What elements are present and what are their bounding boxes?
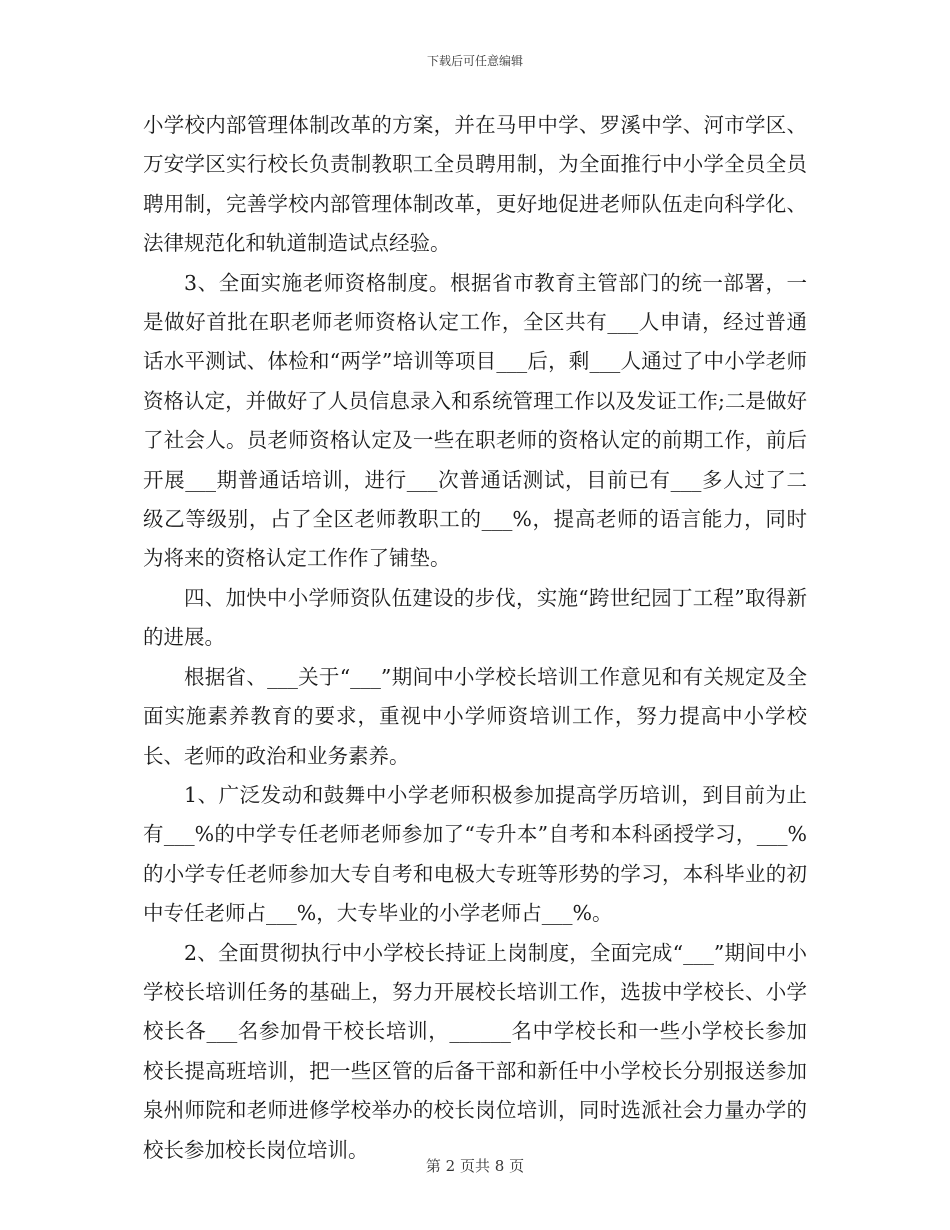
document-body: [143, 106, 807, 1170]
paragraph-3: 四、加快中小学师资队伍建设的步伐，实施“跨世纪园丁工程”取得新的进展。: [143, 585, 807, 650]
page-footer: 第 2 页共 8 页: [425, 1157, 525, 1175]
paragraph-5: 1、广泛发动和鼓舞中小学老师积极参加提高学历培训，到目前为止有___%的中学专任老师老师参加了“专升本”自考和本科函授学习，___%的小学专任老师参加大专自考和电极大专班等形势的学习，本科毕业的初中专任老师占___%，大专毕业的小学老师占___%。: [143, 782, 807, 926]
page-header: 下载后可任意编辑: [426, 54, 523, 68]
paragraph-6: 2、全面贯彻执行中小学校长持证上岗制度，全面完成“___”期间中小学校长培训任务的基础上，努力开展校长培训工作，选拔中学校长、小学校长各___名参加骨干校长培训，______名中学校长和一些小学校长参加校长提高班培训，把一些区管的后备干部和新任中小学校长分别报送参加泉州师院和老师进修学校举办的校长岗位培训，同时选派社会力量办学的校长参加校长岗位培训。: [143, 940, 807, 1162]
paragraph-4: 根据省、___关于“___”期间中小学校长培训工作意见和有关规定及全面实施素养教育的要求，重视中小学师资培训工作，努力提高中小学校长、老师的政治和业务素养。: [143, 664, 807, 768]
paragraph-1: 小学校内部管理体制改革的方案，并在马甲中学、罗溪中学、河市学区、万安学区实行校长负责制教职工全员聘用制，为全面推行中小学全员全员聘用制，完善学校内部管理体制改革，更好地促进老师队伍走向科学化、法律规范化和轨道制造试点经验。: [143, 113, 807, 256]
paragraph-2: 3、全面实施老师资格制度。根据省市教育主管部门的统一部署，一是做好首批在职老师老师资格认定工作，全区共有___人申请，经过普通话水平测试、体检和“两学”培训等项目___后，剩___人通过了中小学老师资格认定，并做好了人员信息录入和系统管理工作以及发证工作;二是做好了社会人。员老师资格认定及一些在职老师的资格认定的前期工作，前后开展___期普通话培训，进行___次普通话测试，目前已有___多人过了二级乙等级别，占了全区老师教职工的___%，提高老师的语言能力，同时为将来的资格认定工作作了铺垫。: [143, 270, 807, 571]
